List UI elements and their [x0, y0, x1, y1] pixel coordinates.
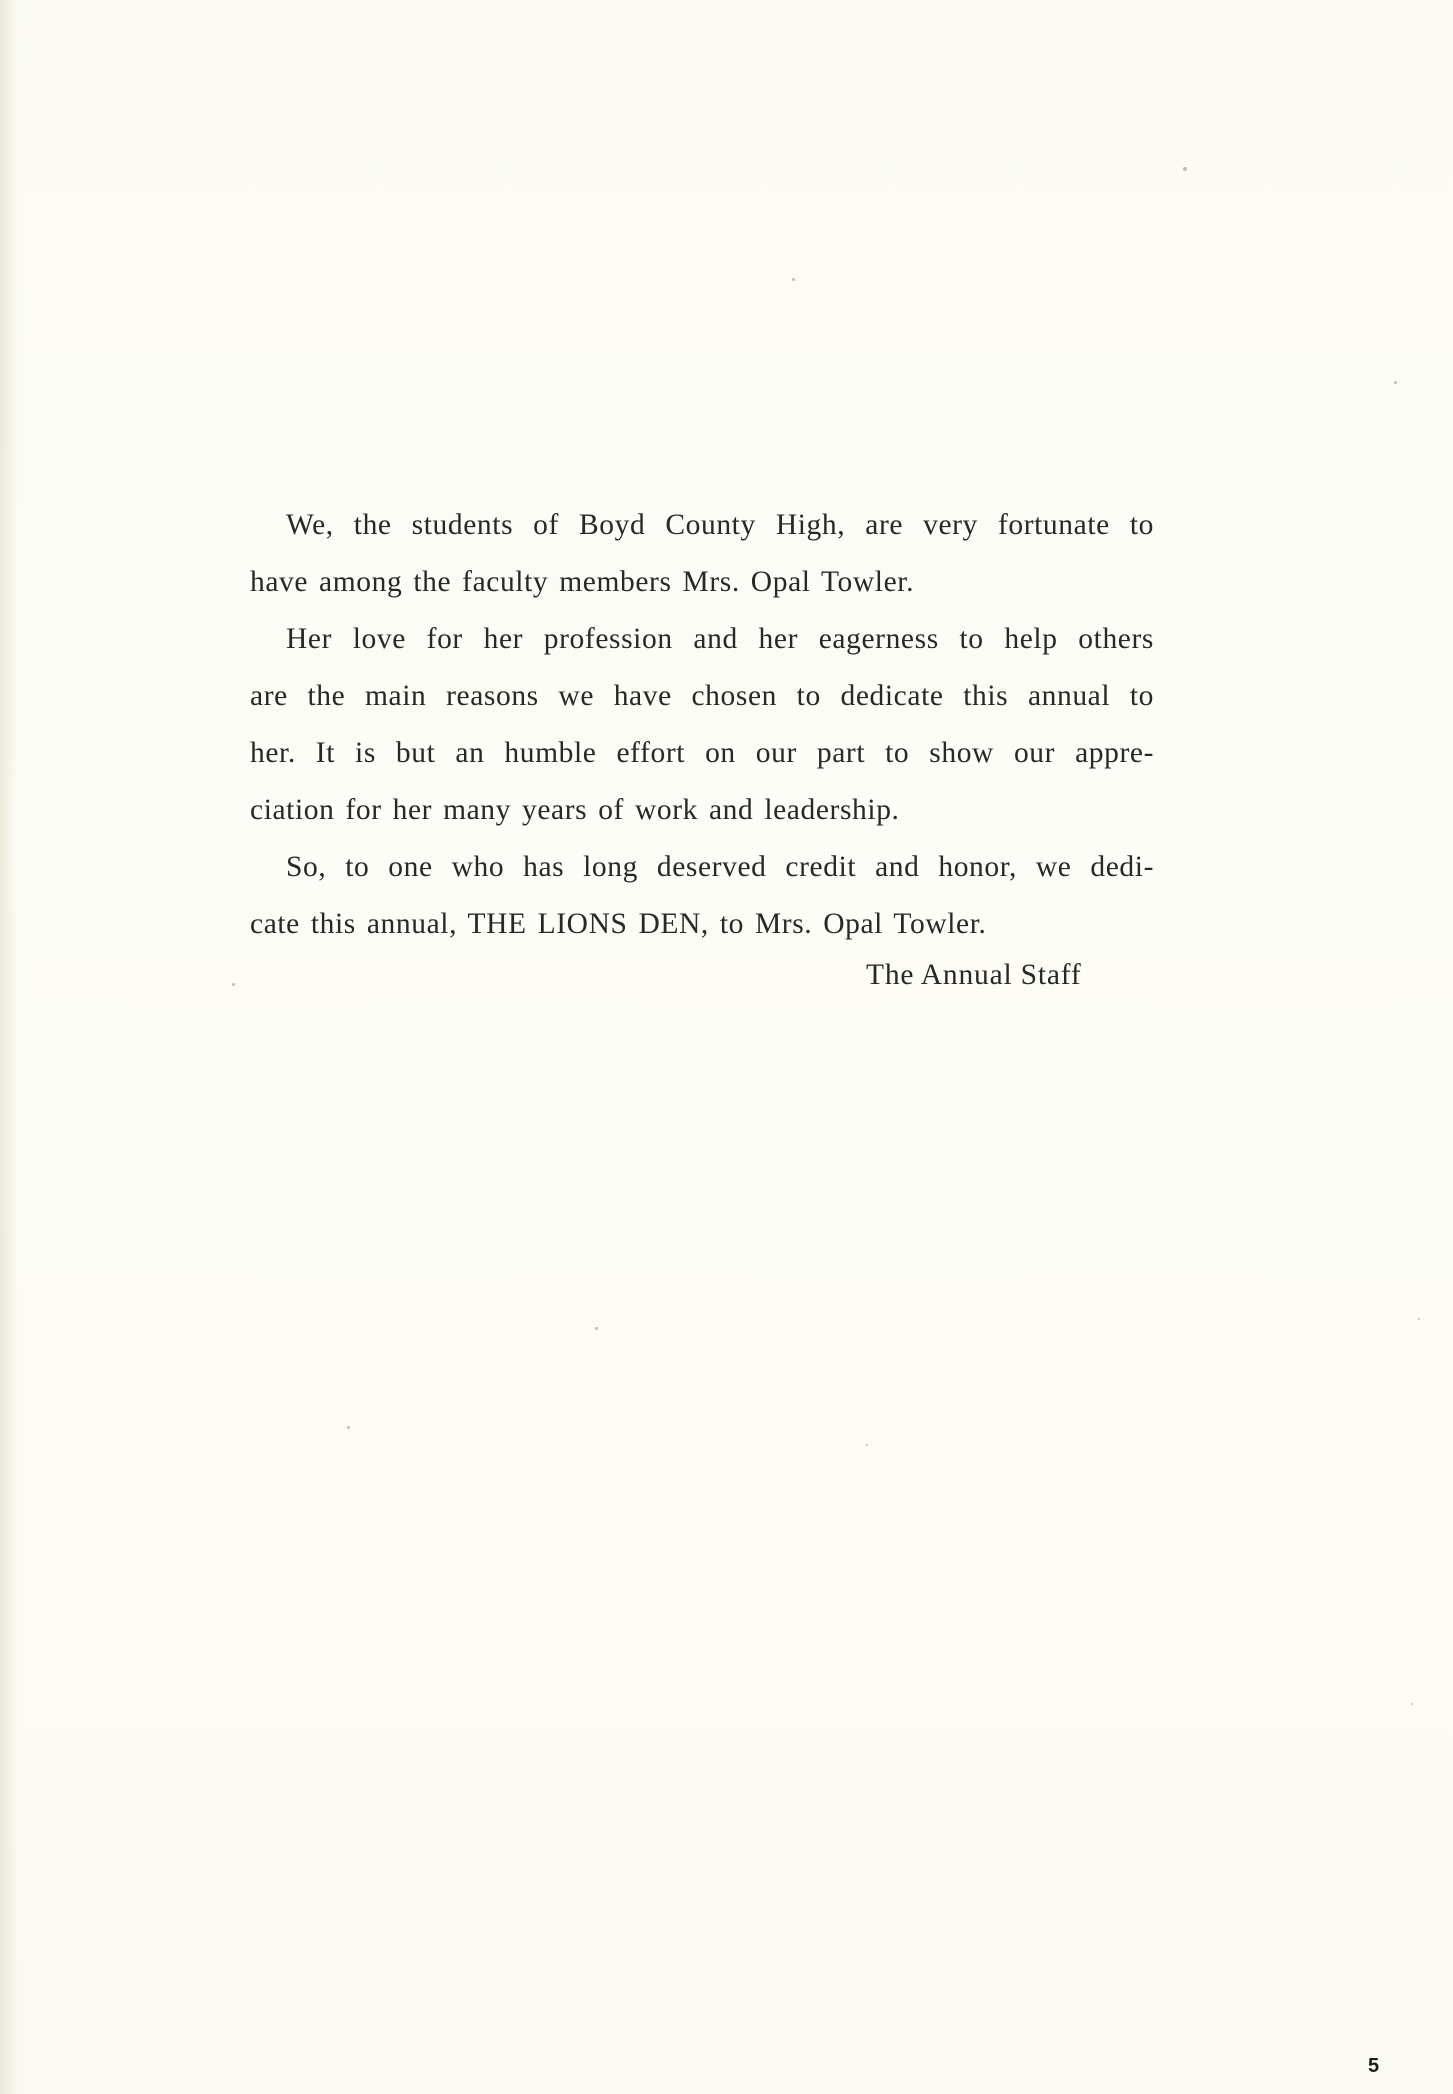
- paper-speck: [595, 1327, 598, 1330]
- paper-speck: [1418, 1318, 1420, 1320]
- paper-speck: [1394, 381, 1397, 384]
- paper-speck: [1411, 1703, 1413, 1705]
- page-number: 5: [1368, 2055, 1380, 2077]
- dedication-text: [250, 497, 1154, 953]
- paper-speck: [232, 983, 235, 986]
- text-line: ciation for her many years of work and leadership.: [250, 794, 900, 826]
- text-line: have among the faculty members Mrs. Opal Towler.: [250, 566, 915, 598]
- text-line: We, the students of Boyd County High, are very fortunate to: [286, 509, 1154, 541]
- text-line: her. It is but an humble effort on our part to show our appre-: [250, 737, 1154, 769]
- text-line: So, to one who has long deserved credit and honor, we dedi-: [286, 851, 1154, 883]
- paper-speck: [866, 1444, 868, 1446]
- text-line: cate this annual, THE LIONS DEN, to Mrs. Opal Towler.: [250, 908, 987, 940]
- dedication-paragraph-3: [250, 839, 1154, 953]
- text-line: are the main reasons we have chosen to dedicate this annual to: [250, 680, 1154, 712]
- text-line: Her love for her profession and her eagerness to help others: [286, 623, 1154, 655]
- paper-speck: [792, 278, 795, 281]
- page-edge-shadow: [0, 0, 18, 2094]
- paper-speck: [347, 1426, 350, 1429]
- dedication-paragraph-2: [250, 611, 1154, 839]
- dedication-paragraph-1: [250, 497, 1154, 611]
- paper-speck: [1183, 167, 1187, 171]
- signature: The Annual Staff: [866, 959, 1082, 991]
